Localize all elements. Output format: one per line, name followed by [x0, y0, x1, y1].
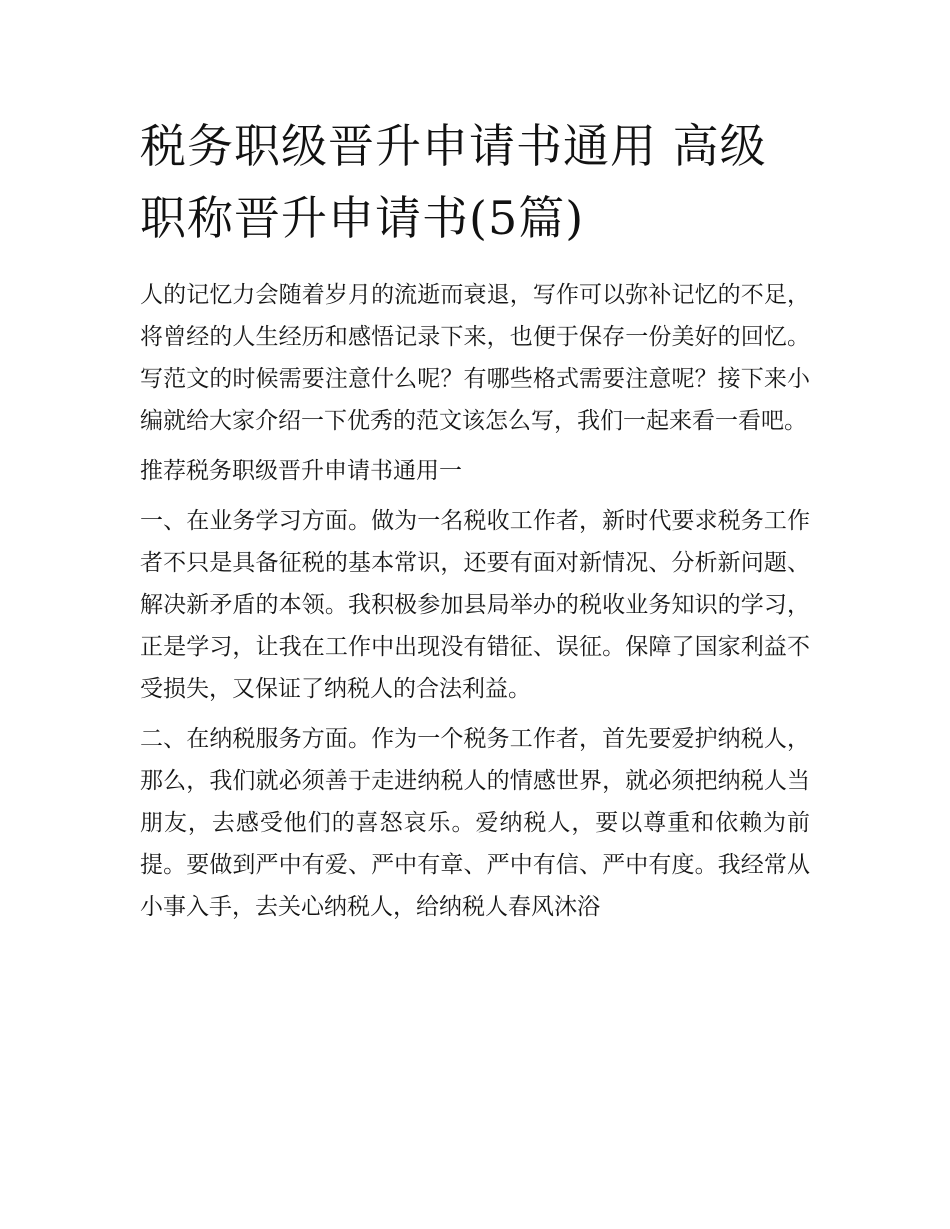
body-paragraph-business-study: 一、在业务学习方面。做为一名税收工作者，新时代要求税务工作者不只是具备征税的基本常识，还要有面对新情况、分析新问题、解决新矛盾的本领。我积极参加县局举办的税收业务知识的学习，正是学习，让我在工作中出现没有错征、误征。保障了国家利益不受损失，又保证了纳税人的合法利益。 — [140, 508, 810, 702]
body-paragraph-tax-service: 二、在纳税服务方面。作为一个税务工作者，首先要爱护纳税人，那么，我们就必须善于走进纳税人的情感世界，就必须把纳税人当朋友，去感受他们的喜怒哀乐。爱纳税人，要以尊重和依赖为前提。要做到严中有爱、严中有章、严中有信、严中有度。我经常从小事入手，去关心纳税人，给纳税人春风沐浴 — [140, 726, 810, 920]
document-title: 税务职级晋升申请书通用 高级职称晋升申请书(5篇) — [140, 119, 767, 245]
section-heading: 推荐税务职级晋升申请书通用一 — [140, 458, 462, 484]
intro-paragraph: 人的记忆力会随着岁月的流逝而衰退，写作可以弥补记忆的不足，将曾经的人生经历和感悟记录下来，也便于保存一份美好的回忆。写范文的时候需要注意什么呢？有哪些格式需要注意呢？接下来小编就给大家介绍一下优秀的范文该怎么写，我们一起来看一看吧。 — [140, 282, 810, 434]
